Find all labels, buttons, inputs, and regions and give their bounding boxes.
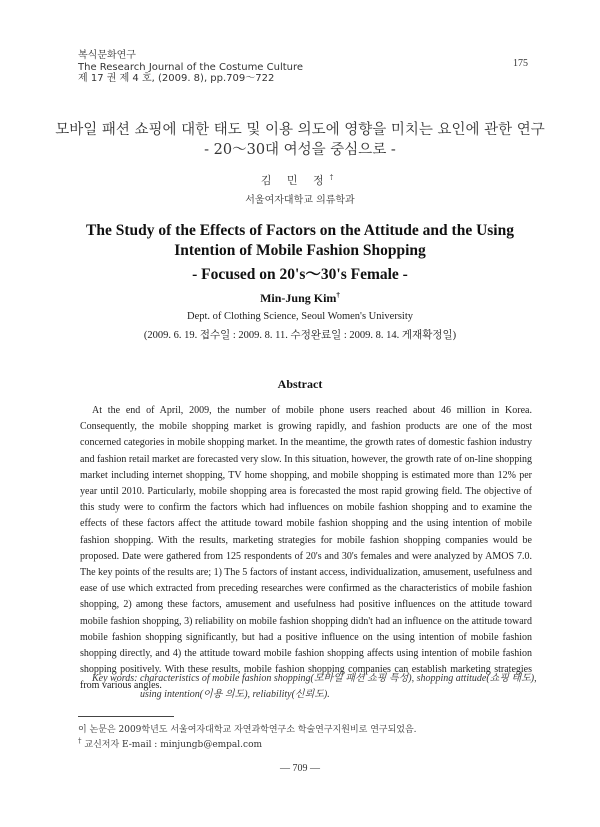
page-number-top: 175 (513, 58, 528, 69)
english-affiliation: Dept. of Clothing Science, Seoul Women's University (187, 311, 413, 322)
english-author-mark: † (336, 291, 340, 299)
submission-dates: (2009. 6. 19. 접수일 : 2009. 8. 11. 수정완료일 : 2009. 8. 14. 게재확정일) (143, 330, 457, 341)
korean-affiliation: 서울여자대학교 의류학과 (245, 195, 355, 206)
footnote-funding: 이 논문은 2009학년도 서울여자대학교 자연과학연구소 학술연구지원비로 연구되었음. (78, 725, 417, 735)
footnote-mark: † (78, 737, 82, 745)
journal-header (78, 50, 303, 85)
korean-author-mark: † (329, 173, 340, 182)
english-author (0, 291, 600, 306)
footnote-corresponding-author (78, 737, 262, 750)
keywords-line2: using intention(이용 의도), reliability(신뢰도). (140, 689, 330, 700)
korean-author-name: 김 민 정 (260, 174, 330, 187)
abstract-heading: Abstract (277, 377, 323, 391)
korean-author (0, 172, 600, 188)
abstract-body: At the end of April, 2009, the number of mobile phone users reached about 46 million in Korea. Consequently, the mobile shopping market is growing rapidly, and fashion products are one of the most concerned categories in mobile shopping market. In the meantime, the growth rates of domestic fashion industry and fashion retail market are forecasted very slow. In this situation, however, the growth rate of on-line shopping market including internet shopping, TV home shopping, and mobile shopping is estimated more than 12% per year until 2010. Particularly, mobile shopping area is forecasted the most rapid growing field. The objective of this study were to confirm the factors which had influences on mobile fashion shopping and to examine the effects of these factors affect the attitude toward mobile fashion shopping and the using intention of mobile fashion shopping. With the results, marketing strategies for mobile fashion shopping companies would be proposed. Date were gathered from 125 respondents of 20's and 30's females and were analyzed by AMOS 7.0. The key points of the results are; 1) The 5 factors of instant access, individualization, amusement, usefulness and ease of use which extracted from preceding researches were confirmed as the characteristics of mobile fashion shopping, 2) among these factors, amusement and usefulness had positive influences on the attitude toward mobile fashion shopping, 3) reliability on mobile fashion shopping didn't had an influence on the attitude toward mobile fashion shopping significantly, but had a positive influence on the using intention of mobile fashion shopping directly, and 4) the attitude toward mobile fashion shopping affects using intention of mobile fashion shopping positively. With these results, mobile fashion shopping companies can establish marketing strategies from various angles. (80, 405, 532, 692)
journal-name-english: The Research Journal of the Costume Culture (78, 61, 304, 73)
english-title-line2: Intention of Mobile Fashion Shopping (174, 242, 426, 259)
keywords-line1: Key words: characteristics of mobile fashion shopping(모바일 패션 쇼핑 특성), shopping attitude(쇼핑 태도), (92, 673, 537, 684)
english-title-line1: The Study of the Effects of Factors on the Attitude and the Using (86, 222, 514, 239)
footnote-divider (78, 716, 174, 717)
volume-info: 제 17 권 제 4 호, (2009. 8), pp.709～722 (78, 73, 275, 84)
english-author-name: Min-Jung Kim (260, 291, 337, 305)
footnote-email: 교신저자 E-mail : minjungb@empal.com (84, 740, 263, 750)
page-number-bottom: ― 709 ― (280, 763, 320, 774)
journal-name-korean: 복식문화연구 (78, 50, 136, 61)
keywords (92, 671, 542, 703)
korean-title-line1: 모바일 패션 쇼핑에 대한 태도 및 이용 의도에 영향을 미치는 요인에 관한 연구 (55, 122, 545, 138)
korean-title-line2: - 20～30대 여성을 중심으로 - (204, 142, 396, 158)
english-title-line3: - Focused on 20's～30's Female - (192, 266, 408, 283)
